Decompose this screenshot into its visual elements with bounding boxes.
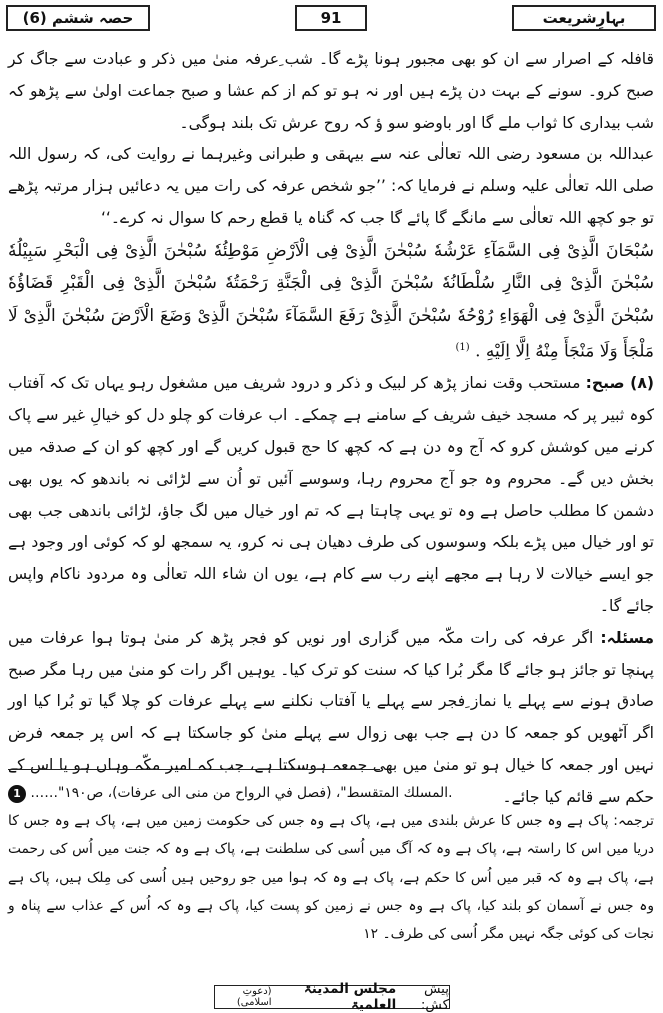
main-text — [8, 44, 654, 814]
footnote-translation: ترجمہ: پاک ہے وہ جس کا عرش بلندی میں ہے، پاک ہے وہ جس کی حکومت زمین میں ہے، پاک ہے وہ جس کا دریا میں اس کا راستہ ہے، پاک ہے وہ کہ آگ میں اُسی کی سلطنت ہے، پاک ہے وہ کہ جنت میں اُس کی رحمت ہے، پاک ہے وہ کہ قبر میں اُس کا حکم ہے، پاک ہے وہ کہ ہوا میں جو روحیں ہیں اُسی کی مِلک ہیں، پاک ہے وہ جس نے آسمان کو بلند کیا، پاک ہے وہ جس نے زمین کو پست کیا، پاک ہے وہ کہ اُس کے عذاب سے پناہ و نجات کی کوئی جگہ نہیں مگر اُسی کی طرف۔ ۱۲ — [8, 813, 654, 943]
part-label-box — [6, 5, 150, 31]
part-label: حصہ ششم (6) — [22, 9, 134, 27]
paragraph-2: عبداللہ بن مسعود رضی اللہ تعالٰی عنہ سے بیہقی و طبرانی وغیرہما نے روایت کی، کہ رسول اللہ صلی اللہ تعالٰی علیہ وسلم نے فرمایا کہ: ’’جو شخص عرفہ کی رات میں یہ دعائیں ہزار مرتبہ پڑھے تو جو کچھ اللہ تعالٰی سے مانگے گا پائے گا جب کہ گناہ یا قطع رحم کا سوال نہ کرے۔‘‘ — [8, 145, 654, 227]
footnotes — [8, 779, 654, 948]
footer-note: (دعوتِ اسلامی) — [236, 986, 272, 1008]
page-number-box — [295, 5, 367, 31]
footnote-divider — [8, 769, 380, 770]
footnote-ref-1: (1) — [455, 342, 470, 354]
paragraph-3-text: مستحب وقت نماز پڑھ کر لبیک و ذکر و درود شریف میں مشغول رہو یہاں تک کہ آفتاب کوہ ثبیر پر کہ مسجد خیف شریف کے سامنے ہے چمکے۔ اب عرفات کو چلو دل کو خیالِ غیر سے پاک کرنے میں کوشش کرو کہ آج وہ دن ہے کہ کچھ کا حج قبول کریں گے اور کچھ کو ان کے صدقہ میں بخش دیں گے۔ محروم وہ جو آج محروم رہا، وسوسے آئیں تو اُن سے لڑائی نہ باندھو کہ یوں بھی دشمن کا مطلب حاصل ہے وہ تو یہی چاہتا ہے کہ تم اور خیال میں لگ جاؤ، لڑائی باندھی جب بھی تو اور خیال میں پڑے بلکہ وسوسوں کی طرف دھیان ہی نہ کرو، یہ سمجھ لو کہ کوئی اور وجود ہے جو ایسے خیالات لا رہا ہے مجھے اپنے رب سے کام ہے، یوں ان شاء اللہ تعالٰی وہ مردود ناکام واپس جائے گا۔ — [8, 374, 654, 616]
paragraph-1: قافلہ کے اصرار سے ان کو بھی مجبور ہونا پڑے گا۔ شب ِعرفہ منیٰ میں ذکر و عبادت سے جاگ کر صبح کرو۔ سونے کے بہت دن پڑے ہیں اور نہ ہو تو کم از کم عشا و صبح جماعت اولیٰ سے پڑھو کہ شب بیداری کا ثواب ملے گا اور باوضو سو ؤ کہ روح عرش تک بلند ہوگی۔ — [8, 50, 654, 132]
arabic-dua-text: سُبْحَانَ الَّذِیْ فِی السَّمَآءِ عَرْشُهٗ سُبْحٰنَ الَّذِیْ فِی الْاَرْضِ مَوْطِئُهٗ سُبْحٰنَ الَّذِیْ فِی الْبَحْرِ سَبِیْلُهٗ سُبْحٰنَ الَّذِیْ فِی النَّارِ سُلْطَانُهٗ سُبْحٰنَ الَّذِیْ فِی الْجَنَّةِ رَحْمَتُهٗ سُبْحٰنَ الَّذِیْ فِی الْقَبْرِ قَضَاؤُهٗ سُبْحٰنَ الَّذِیْ فِی الْهَوَاءِ رُوْحُهٗ سُبْحٰنَ الَّذِیْ رَفَعَ السَّمَآءَ سُبْحٰنَ الَّذِیْ وَضَعَ الْاَرْضَ سُبْحٰنَ الَّذِیْ لَا مَلْجَأَ وَلَا مَنْجَأَ مِنْهُ اِلَّا اِلَیْهِ . — [8, 240, 654, 362]
arabic-dua — [8, 235, 654, 369]
footnote-number-badge: 1 — [8, 785, 26, 803]
paragraph-4-text: اگر عرفہ کی رات مکّہ میں گزاری اور نویں کو فجر پڑھ کر منیٰ ہوتا ہوا عرفات میں پہنچا تو جائز ہو جائے گا مگر بُرا کیا کہ سنت کو ترک کیا۔ یوہیں اگر رات کو منیٰ میں رہا مگر صبح صادق ہونے سے پہلے یا نماز ِفجر سے پہلے یا آفتاب نکلنے سے پہلے عرفات کو چلا گیا تو بُرا کیا اور اگر آٹھویں کو جمعہ کا دن ہے جب بھی زوال سے پہلے منیٰ کو جاسکتا ہے کہ اس پر جمعہ فرض نہیں اور جمعہ کا خیال ہو تو منیٰ میں بھی جمعہ ہوسکتا ہے، جب کہ امیر مکّہ وہاں ہو یا اس کے حکم سے قائم کیا جائے۔ — [8, 628, 654, 806]
publisher-footer — [214, 981, 450, 1013]
footer-prefix: پیش کش: — [420, 981, 449, 1013]
paragraph-3 — [8, 368, 654, 622]
page-number: 91 — [320, 9, 342, 27]
book-title-box — [512, 5, 656, 31]
paragraph-3-heading: (۸) صبح: — [585, 374, 654, 393]
footnote-reference: ……"المسلك المتقسط"، (فصل في الرواح من منى الى عرفات)، ص١٩٠. — [30, 785, 453, 801]
book-title: بہارِشریعت — [542, 9, 626, 27]
footnote-reference-line — [8, 779, 654, 807]
footer-publisher: مجلس المدینۃ العلمیۃ — [303, 981, 397, 1013]
masala-heading: مسئلہ: — [600, 628, 654, 647]
